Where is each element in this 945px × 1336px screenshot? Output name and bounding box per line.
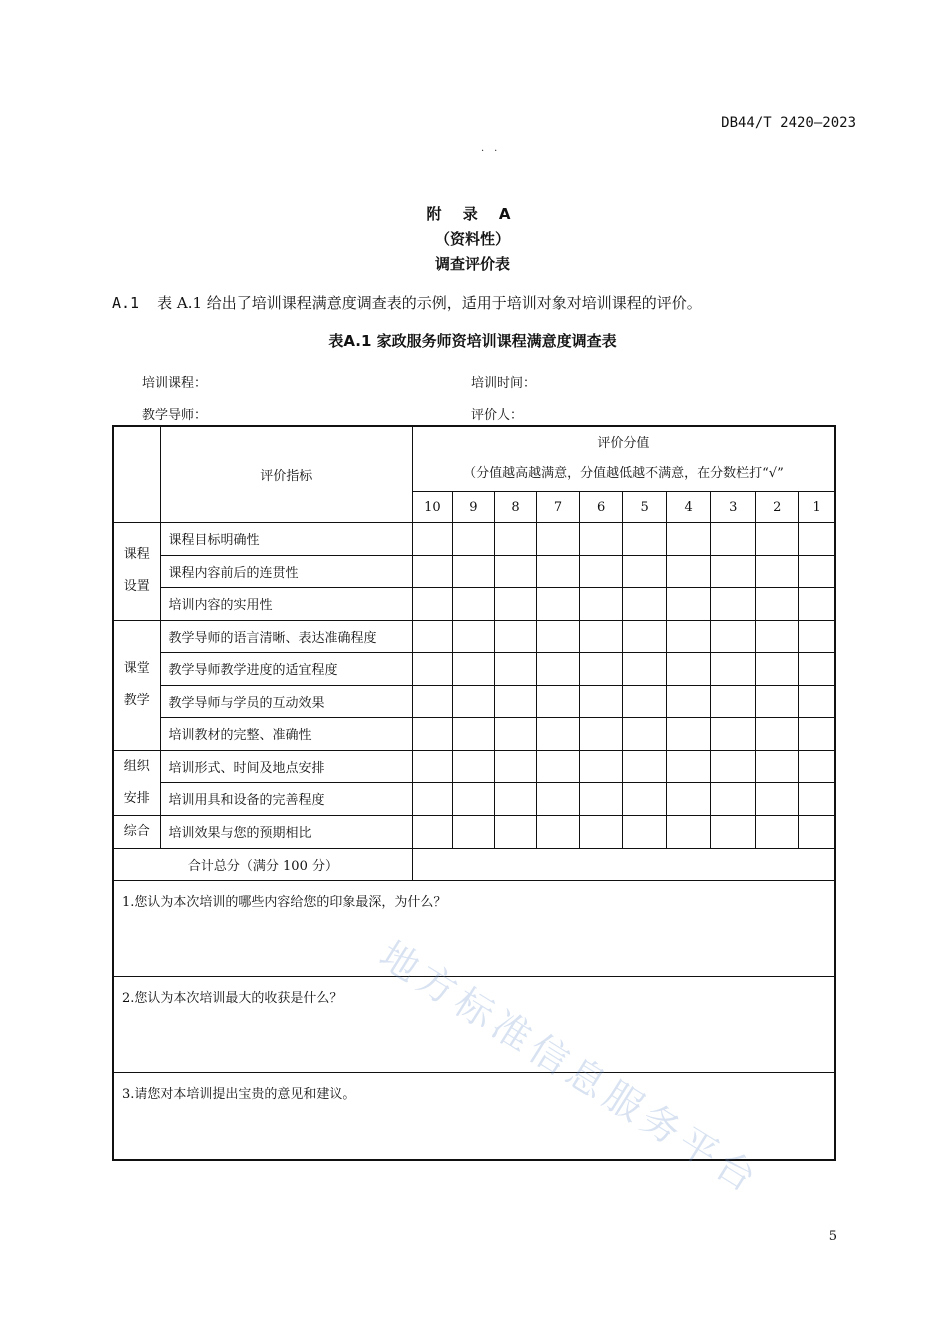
score-checkbox-cell[interactable] — [494, 750, 536, 783]
criteria-row — [113, 783, 835, 816]
score-checkbox-cell[interactable] — [667, 588, 711, 621]
score-column-header: 2 — [756, 492, 799, 523]
score-checkbox-cell[interactable] — [711, 523, 756, 556]
criteria-row — [113, 523, 835, 556]
score-checkbox-cell[interactable] — [667, 815, 711, 848]
criteria-row — [113, 555, 835, 588]
score-checkbox-cell[interactable] — [537, 620, 580, 653]
corner-cell — [113, 426, 160, 523]
score-checkbox-cell[interactable] — [452, 718, 494, 751]
score-checkbox-cell[interactable] — [799, 653, 835, 686]
score-column-header: 8 — [494, 492, 536, 523]
meta-course: 培训课程： — [142, 376, 208, 391]
score-column-header: 1 — [799, 492, 835, 523]
score-checkbox-cell[interactable] — [537, 685, 580, 718]
survey-table — [112, 425, 836, 1161]
score-checkbox-cell[interactable] — [452, 620, 494, 653]
criteria-row — [113, 588, 835, 621]
score-checkbox-cell[interactable] — [537, 555, 580, 588]
score-column-header: 7 — [537, 492, 580, 523]
score-checkbox-cell[interactable] — [756, 718, 799, 751]
score-checkbox-cell[interactable] — [623, 750, 667, 783]
annex-title: 附 录 A — [426, 205, 519, 223]
score-column-header: 5 — [623, 492, 667, 523]
score-checkbox-cell[interactable] — [452, 783, 494, 816]
score-checkbox-cell[interactable] — [623, 718, 667, 751]
score-checkbox-cell[interactable] — [623, 815, 667, 848]
criteria-row — [113, 620, 835, 653]
annex-nature: （资料性） — [434, 230, 510, 248]
score-checkbox-cell[interactable] — [580, 523, 623, 556]
score-checkbox-cell[interactable] — [494, 523, 536, 556]
score-checkbox-cell[interactable] — [537, 588, 580, 621]
criteria-label: 教学导师教学进度的适宜程度 — [160, 653, 412, 686]
category-label: 教学 — [123, 693, 150, 708]
score-checkbox-cell[interactable] — [667, 653, 711, 686]
score-checkbox-cell[interactable] — [412, 653, 452, 686]
score-checkbox-cell[interactable] — [452, 815, 494, 848]
score-checkbox-cell[interactable] — [623, 555, 667, 588]
score-checkbox-cell[interactable] — [667, 523, 711, 556]
score-checkbox-cell[interactable] — [452, 750, 494, 783]
criteria-label: 培训教材的完整、准确性 — [160, 718, 412, 751]
table-caption: 表A.1 家政服务师资培训课程满意度调查表 — [328, 332, 617, 350]
category-label: 课堂 — [123, 661, 150, 676]
score-checkbox-cell[interactable] — [494, 815, 536, 848]
criteria-row — [113, 685, 835, 718]
total-score-field[interactable] — [412, 848, 835, 880]
score-checkbox-cell[interactable] — [667, 620, 711, 653]
criteria-label: 培训效果与您的预期相比 — [160, 815, 412, 848]
intro-number: A.1 — [112, 294, 140, 312]
score-checkbox-cell[interactable] — [756, 685, 799, 718]
page-number: 5 — [828, 1229, 837, 1244]
score-checkbox-cell[interactable] — [711, 555, 756, 588]
score-checkbox-cell[interactable] — [494, 620, 536, 653]
score-checkbox-cell[interactable] — [623, 588, 667, 621]
score-checkbox-cell[interactable] — [452, 523, 494, 556]
score-checkbox-cell[interactable] — [711, 718, 756, 751]
score-checkbox-cell[interactable] — [580, 750, 623, 783]
score-column-header: 6 — [580, 492, 623, 523]
score-checkbox-cell[interactable] — [494, 783, 536, 816]
score-checkbox-cell[interactable] — [756, 555, 799, 588]
score-checkbox-cell[interactable] — [412, 523, 452, 556]
decorative-dots: ·· — [481, 146, 508, 157]
score-checkbox-cell[interactable] — [799, 685, 835, 718]
score-checkbox-cell[interactable] — [667, 555, 711, 588]
score-checkbox-cell[interactable] — [799, 815, 835, 848]
score-checkbox-cell[interactable] — [537, 750, 580, 783]
question-row — [113, 880, 835, 976]
score-checkbox-cell[interactable] — [711, 750, 756, 783]
criteria-label: 教学导师与学员的互动效果 — [160, 685, 412, 718]
total-row — [113, 848, 835, 880]
annex-name: 调查评价表 — [434, 255, 510, 273]
score-checkbox-cell[interactable] — [412, 718, 452, 751]
score-checkbox-cell[interactable] — [711, 685, 756, 718]
score-checkbox-cell[interactable] — [756, 783, 799, 816]
criteria-header: 评价指标 — [160, 426, 412, 523]
category-label: 组织 — [123, 758, 150, 774]
score-checkbox-cell[interactable] — [711, 620, 756, 653]
score-checkbox-cell[interactable] — [580, 620, 623, 653]
total-label: 合计总分（满分 100 分） — [113, 848, 412, 880]
criteria-label: 教学导师的语言清晰、表达准确程度 — [160, 620, 412, 653]
score-checkbox-cell[interactable] — [756, 523, 799, 556]
watermark: 地方标准信息服务平台 — [371, 932, 769, 1204]
score-checkbox-cell[interactable] — [452, 555, 494, 588]
score-checkbox-cell[interactable] — [412, 620, 452, 653]
category-label: 综合 — [123, 823, 150, 839]
score-checkbox-cell[interactable] — [494, 718, 536, 751]
score-checkbox-cell[interactable] — [799, 588, 835, 621]
score-checkbox-cell[interactable] — [580, 653, 623, 686]
intro-paragraph — [112, 292, 702, 313]
score-checkbox-cell[interactable] — [412, 815, 452, 848]
score-checkbox-cell[interactable] — [667, 750, 711, 783]
score-checkbox-cell[interactable] — [711, 653, 756, 686]
score-checkbox-cell[interactable] — [412, 750, 452, 783]
score-checkbox-cell[interactable] — [799, 555, 835, 588]
score-checkbox-cell[interactable] — [412, 685, 452, 718]
criteria-label: 培训内容的实用性 — [160, 588, 412, 621]
score-checkbox-cell[interactable] — [452, 653, 494, 686]
score-checkbox-cell[interactable] — [580, 588, 623, 621]
meta-evaluator: 评价人： — [471, 408, 524, 423]
criteria-label: 培训形式、时间及地点安排 — [160, 750, 412, 783]
score-header-cell — [412, 426, 835, 492]
score-column-header: 9 — [452, 492, 494, 523]
score-checkbox-cell[interactable] — [623, 523, 667, 556]
category-cell — [113, 750, 160, 815]
score-checkbox-cell[interactable] — [537, 815, 580, 848]
score-checkbox-cell[interactable] — [494, 685, 536, 718]
category-cell — [113, 620, 160, 750]
question-text[interactable]: 1.您认为本次培训的哪些内容给您的印象最深，为什么？ — [113, 880, 835, 976]
score-checkbox-cell[interactable] — [623, 620, 667, 653]
score-column-header: 3 — [711, 492, 756, 523]
question-text[interactable]: 2.您认为本次培训最大的收获是什么？ — [113, 976, 835, 1072]
score-checkbox-cell[interactable] — [711, 783, 756, 816]
score-checkbox-cell[interactable] — [799, 783, 835, 816]
score-checkbox-cell[interactable] — [494, 588, 536, 621]
score-checkbox-cell[interactable] — [452, 588, 494, 621]
score-checkbox-cell[interactable] — [667, 718, 711, 751]
score-checkbox-cell[interactable] — [667, 783, 711, 816]
score-checkbox-cell[interactable] — [580, 815, 623, 848]
score-checkbox-cell[interactable] — [756, 653, 799, 686]
score-checkbox-cell[interactable] — [799, 750, 835, 783]
score-checkbox-cell[interactable] — [580, 783, 623, 816]
score-checkbox-cell[interactable] — [412, 588, 452, 621]
score-checkbox-cell[interactable] — [580, 685, 623, 718]
score-checkbox-cell[interactable] — [799, 620, 835, 653]
score-checkbox-cell[interactable] — [756, 750, 799, 783]
criteria-label: 课程目标明确性 — [160, 523, 412, 556]
score-note: （分值越高越满意，分值越低越不满意，在分数栏打“√” — [463, 466, 784, 481]
criteria-row — [113, 815, 835, 848]
score-checkbox-cell[interactable] — [494, 653, 536, 686]
score-checkbox-cell[interactable] — [537, 653, 580, 686]
score-checkbox-cell[interactable] — [580, 718, 623, 751]
score-checkbox-cell[interactable] — [412, 555, 452, 588]
category-label: 安排 — [123, 790, 150, 806]
score-checkbox-cell[interactable] — [623, 685, 667, 718]
score-checkbox-cell[interactable] — [756, 620, 799, 653]
criteria-label: 课程内容前后的连贯性 — [160, 555, 412, 588]
criteria-label: 培训用具和设备的完善程度 — [160, 783, 412, 816]
meta-instructor: 教学导师： — [142, 408, 208, 423]
score-checkbox-cell[interactable] — [412, 783, 452, 816]
score-checkbox-cell[interactable] — [667, 685, 711, 718]
score-checkbox-cell[interactable] — [799, 523, 835, 556]
score-checkbox-cell[interactable] — [623, 783, 667, 816]
category-cell — [113, 815, 160, 848]
score-header: 评价分值 — [597, 436, 650, 451]
score-checkbox-cell[interactable] — [711, 588, 756, 621]
score-checkbox-cell[interactable] — [580, 555, 623, 588]
score-checkbox-cell[interactable] — [494, 555, 536, 588]
score-checkbox-cell[interactable] — [756, 588, 799, 621]
category-label: 课程 — [123, 547, 150, 563]
score-checkbox-cell[interactable] — [711, 815, 756, 848]
meta-time: 培训时间： — [471, 376, 537, 391]
score-checkbox-cell[interactable] — [756, 815, 799, 848]
question-text[interactable]: 3.请您对本培训提出宝贵的意见和建议。 — [113, 1072, 835, 1160]
category-cell — [113, 523, 160, 621]
criteria-row — [113, 653, 835, 686]
criteria-row — [113, 718, 835, 751]
score-checkbox-cell[interactable] — [537, 783, 580, 816]
score-column-header: 4 — [667, 492, 711, 523]
intro-text: 表 A.1 给出了培训课程满意度调查表的示例，适用于培训对象对培训课程的评价。 — [157, 294, 702, 312]
score-checkbox-cell[interactable] — [537, 718, 580, 751]
score-checkbox-cell[interactable] — [623, 653, 667, 686]
score-checkbox-cell[interactable] — [452, 685, 494, 718]
category-label: 设置 — [123, 579, 150, 595]
standard-code: DB44/T 2420—2023 — [721, 115, 856, 131]
score-column-header: 10 — [412, 492, 452, 523]
score-checkbox-cell[interactable] — [799, 718, 835, 751]
score-checkbox-cell[interactable] — [537, 523, 580, 556]
criteria-row — [113, 750, 835, 783]
